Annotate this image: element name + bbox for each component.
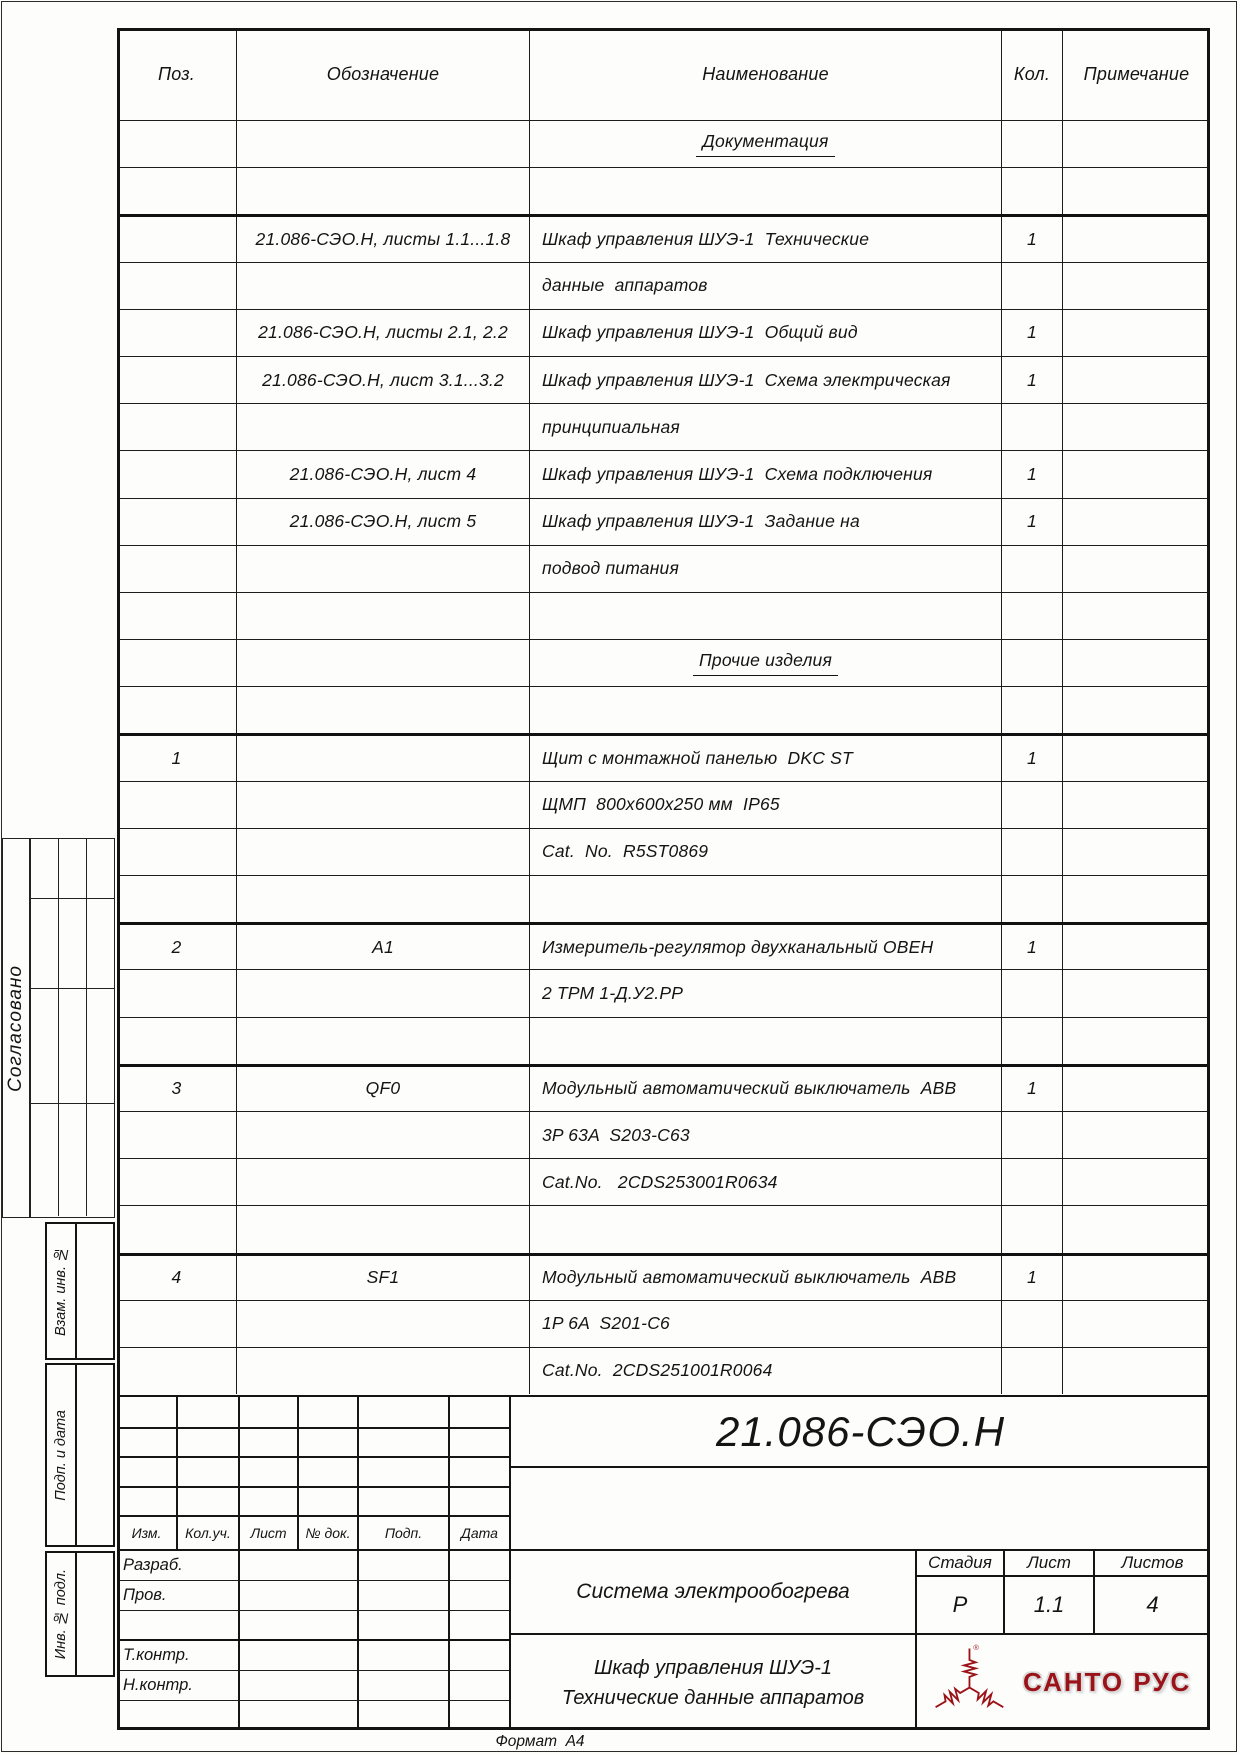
designation-cell: [237, 782, 530, 828]
pos-cell: [117, 168, 237, 214]
spec-table-row: [117, 403, 1210, 450]
qty-cell: [1002, 640, 1063, 686]
role-grid-row: [117, 1610, 509, 1640]
pos-cell: [117, 263, 237, 309]
edit-empty-cell: [117, 1429, 176, 1457]
spec-table-row: [117, 969, 1210, 1016]
approval-grid-cell: [58, 839, 86, 898]
section-title: Документация: [696, 131, 834, 157]
document-title-line2: Технические данные аппаратов: [561, 1686, 865, 1709]
stage-header: Стадия: [915, 1549, 1003, 1575]
spec-table-row: [117, 120, 1210, 167]
approval-grid-cell: [86, 1104, 114, 1216]
note-cell: [1063, 451, 1210, 497]
note-cell: [1063, 593, 1210, 639]
logo-emblem-icon: [925, 1640, 1017, 1726]
inv-podl-label: Инв. № подл.: [53, 1568, 69, 1660]
designation-cell: [237, 1301, 530, 1347]
edit-grid-row: [117, 1397, 509, 1427]
format-label: Формат А4: [495, 1733, 585, 1750]
role-empty-cell: [357, 1641, 448, 1670]
approval-grid-cell: [58, 899, 86, 988]
name-cell: [530, 876, 1002, 922]
name-cell: Шкаф управления ШУЭ-1 Схема электрическая: [530, 357, 1002, 403]
edit-empty-cell: [448, 1488, 509, 1516]
designation-cell: QF0: [237, 1067, 530, 1111]
role-empty-cell: [448, 1611, 509, 1640]
approval-grid-cell: [31, 899, 58, 988]
role-grid-row: [117, 1670, 509, 1700]
approval-grid-row: [31, 898, 114, 988]
side-cell-label: [47, 1365, 77, 1545]
pos-cell: [117, 687, 237, 733]
edit-empty-cell: [297, 1458, 357, 1486]
qty-cell: [1002, 687, 1063, 733]
role-empty-cell: [238, 1581, 357, 1610]
document-designation: 21.086-СЭО.Н: [509, 1395, 1210, 1466]
role-grid-row: [117, 1580, 509, 1610]
edit-empty-cell: [238, 1429, 297, 1457]
sheet-value: 1.1: [1003, 1575, 1093, 1633]
spec-table-row: [117, 781, 1210, 828]
designation-cell: [237, 687, 530, 733]
qty-cell: 1: [1002, 357, 1063, 403]
edit-empty-cell: [297, 1488, 357, 1516]
pos-cell: [117, 1018, 237, 1064]
edit-empty-cell: [117, 1488, 176, 1516]
spec-header-qty-cell: Кол.: [1002, 28, 1063, 120]
designation-cell: [237, 736, 530, 780]
pos-cell: 3: [117, 1067, 237, 1111]
approval-grid-cell: [86, 989, 114, 1103]
qty-cell: [1002, 121, 1063, 167]
side-cell-podp-data: [45, 1363, 115, 1547]
document-title-line1: Шкаф управления ШУЭ-1: [593, 1656, 833, 1679]
role-empty-cell: [357, 1581, 448, 1610]
side-cell-inv-podl: [45, 1551, 115, 1677]
pos-cell: [117, 1206, 237, 1252]
qty-cell: 1: [1002, 310, 1063, 356]
name-cell: ЩМП 800x600x250 мм IP65: [530, 782, 1002, 828]
name-cell: Cat.No. 2CDS253001R0634: [530, 1159, 1002, 1205]
titleblock-edit-grid: [117, 1395, 509, 1549]
edit-empty-cell: [238, 1458, 297, 1486]
spec-table-row: [117, 498, 1210, 545]
name-cell: Измеритель-регулятор двухканальный ОВЕН: [530, 925, 1002, 969]
edit-empty-cell: [176, 1429, 238, 1457]
approval-label: Согласовано: [5, 964, 26, 1092]
qty-cell: [1002, 168, 1063, 214]
edit-empty-cell: [117, 1397, 176, 1427]
name-cell: [530, 121, 1002, 167]
sheets-header: Листов: [1093, 1549, 1210, 1575]
role-empty-cell: [238, 1611, 357, 1640]
note-cell: [1063, 1348, 1210, 1394]
spec-header-note-cell: Примечание: [1083, 63, 1190, 84]
spec-table-row: [117, 875, 1210, 922]
qty-cell: 1: [1002, 925, 1063, 969]
pos-cell: [117, 499, 237, 545]
spec-table-row: [117, 1253, 1210, 1300]
company-logo-cell: [915, 1633, 1210, 1730]
edit-empty-cell: [357, 1397, 448, 1427]
edit-empty-cell: [238, 1397, 297, 1427]
designation-cell: [237, 263, 530, 309]
spec-table-row: [117, 545, 1210, 592]
spec-table-row: [117, 1300, 1210, 1347]
titleblock-role-grid: [117, 1549, 509, 1730]
edit-empty-cell: [297, 1429, 357, 1457]
qty-cell: [1002, 593, 1063, 639]
edit-empty-cell: [448, 1397, 509, 1427]
role-label-cell: Т.контр.: [123, 1646, 190, 1665]
spec-table-row: [117, 1017, 1210, 1064]
note-cell: [1063, 1159, 1210, 1205]
pos-cell: [117, 640, 237, 686]
designation-cell: [237, 1112, 530, 1158]
designation-cell: 21.086-СЭО.Н, листы 1.1...1.8: [237, 217, 530, 261]
designation-cell: 21.086-СЭО.Н, лист 3.1...3.2: [237, 357, 530, 403]
side-cell-blank: [77, 1553, 113, 1675]
qty-cell: [1002, 876, 1063, 922]
edit-empty-cell: [117, 1458, 176, 1486]
name-cell: 1P 6A S201-C6: [530, 1301, 1002, 1347]
designation-cell: 21.086-СЭО.Н, лист 4: [237, 451, 530, 497]
role-label-cell: [117, 1701, 238, 1730]
edit-grid-row: [117, 1427, 509, 1457]
designation-cell: SF1: [237, 1256, 530, 1300]
note-cell: [1063, 925, 1210, 969]
project-name: Система электрообогрева: [509, 1549, 915, 1633]
edit-empty-cell: [176, 1488, 238, 1516]
edit-empty-cell: [176, 1458, 238, 1486]
note-cell: [1063, 1301, 1210, 1347]
note-cell: [1063, 640, 1210, 686]
sheets-value: 4: [1093, 1575, 1210, 1633]
spec-table-row: [117, 309, 1210, 356]
side-cell-label: [47, 1553, 77, 1675]
name-cell: 2 ТРМ 1-Д.У2.РР: [530, 970, 1002, 1016]
role-empty-cell: [357, 1701, 448, 1730]
qty-cell: 1: [1002, 736, 1063, 780]
pos-cell: [117, 593, 237, 639]
name-cell: [530, 640, 1002, 686]
qty-cell: 1: [1002, 1067, 1063, 1111]
pos-cell: [117, 1301, 237, 1347]
edit-label-cell: Лист: [238, 1517, 297, 1549]
role-empty-cell: [448, 1641, 509, 1670]
edit-empty-cell: [357, 1488, 448, 1516]
designation-cell: [237, 168, 530, 214]
qty-cell: [1002, 1348, 1063, 1394]
note-cell: [1063, 357, 1210, 403]
stage-value: Р: [915, 1575, 1003, 1633]
name-cell: Модульный автоматический выключатель АВВ: [530, 1067, 1002, 1111]
qty-cell: 1: [1002, 1256, 1063, 1300]
approval-grid-cell: [31, 989, 58, 1103]
edit-empty-cell: [297, 1397, 357, 1427]
role-label-cell: [117, 1611, 238, 1640]
section-title: Прочие изделия: [693, 650, 838, 676]
pos-cell: [117, 404, 237, 450]
spec-table-row: [117, 1064, 1210, 1111]
spec-table: [117, 28, 1210, 1394]
approval-grid-cell: [58, 1104, 86, 1216]
approval-grid-cell: [86, 899, 114, 988]
spec-table-row: [117, 828, 1210, 875]
edit-label-cell: Кол.уч.: [176, 1517, 238, 1549]
name-cell: принципиальная: [530, 404, 1002, 450]
side-cell-blank: [77, 1365, 113, 1545]
pos-cell: [117, 1348, 237, 1394]
approval-grid-row: [31, 988, 114, 1103]
side-cell-vzam-inv: [45, 1222, 115, 1360]
role-empty-cell: [238, 1701, 357, 1730]
note-cell: [1063, 1206, 1210, 1252]
note-cell: [1063, 1256, 1210, 1300]
approval-grid-cell: [31, 839, 58, 898]
designation-cell: [237, 876, 530, 922]
designation-cell: 21.086-СЭО.Н, листы 2.1, 2.2: [237, 310, 530, 356]
pos-cell: [117, 1159, 237, 1205]
qty-cell: [1002, 546, 1063, 592]
designation-cell: 21.086-СЭО.Н, лист 5: [237, 499, 530, 545]
titleblock-empty-cell: [509, 1466, 1210, 1549]
note-cell: [1063, 168, 1210, 214]
edit-label-cell: № док.: [297, 1517, 357, 1549]
name-cell: [530, 1018, 1002, 1064]
qty-cell: 1: [1002, 451, 1063, 497]
role-empty-cell: [448, 1671, 509, 1700]
pos-cell: [117, 357, 237, 403]
edit-empty-cell: [238, 1488, 297, 1516]
name-cell: Шкаф управления ШУЭ-1 Задание на: [530, 499, 1002, 545]
approval-grid-cell: [31, 1104, 58, 1216]
pos-cell: [117, 876, 237, 922]
name-cell: Шкаф управления ШУЭ-1 Схема подключения: [530, 451, 1002, 497]
role-grid-row: [117, 1551, 509, 1580]
qty-cell: [1002, 1159, 1063, 1205]
approval-grid-row: [31, 1103, 114, 1216]
role-empty-cell: [238, 1551, 357, 1580]
approval-stamp-cell: [2, 838, 30, 1218]
spec-table-row: [117, 1205, 1210, 1252]
edit-grid-row: [117, 1456, 509, 1486]
note-cell: [1063, 1067, 1210, 1111]
note-cell: [1063, 310, 1210, 356]
spec-table-row: [117, 356, 1210, 403]
sheet-header: Лист: [1003, 1549, 1093, 1575]
designation-cell: [237, 1206, 530, 1252]
spec-header-name-cell: Наименование: [530, 28, 1002, 120]
role-empty-cell: [357, 1611, 448, 1640]
spec-table-row: [117, 733, 1210, 780]
note-cell: [1063, 546, 1210, 592]
spec-table-row: [117, 1158, 1210, 1205]
qty-cell: 1: [1002, 499, 1063, 545]
approval-grid: [30, 838, 115, 1218]
side-cell-blank: [77, 1224, 113, 1358]
designation-cell: [237, 121, 530, 167]
designation-cell: [237, 546, 530, 592]
name-cell: Cat.No. 2CDS251001R0064: [530, 1348, 1002, 1394]
spec-table-row: [117, 686, 1210, 733]
pos-cell: [117, 451, 237, 497]
spec-table-row: [117, 639, 1210, 686]
name-cell: Cat. No. R5ST0869: [530, 829, 1002, 875]
side-cell-label: [47, 1224, 77, 1358]
designation-cell: А1: [237, 925, 530, 969]
qty-cell: [1002, 263, 1063, 309]
edit-empty-cell: [357, 1458, 448, 1486]
qty-cell: [1002, 1112, 1063, 1158]
designation-cell: [237, 829, 530, 875]
role-empty-cell: [238, 1641, 357, 1670]
designation-cell: [237, 640, 530, 686]
note-cell: [1063, 1112, 1210, 1158]
spec-table-row: [117, 214, 1210, 261]
note-cell: [1063, 970, 1210, 1016]
qty-cell: [1002, 970, 1063, 1016]
pos-cell: [117, 310, 237, 356]
name-cell: данные аппаратов: [530, 263, 1002, 309]
role-grid-row: [117, 1639, 509, 1670]
qty-cell: [1002, 1206, 1063, 1252]
name-cell: [530, 687, 1002, 733]
logo-text: САНТО РУС: [1023, 1667, 1192, 1697]
spec-table-row: [117, 262, 1210, 309]
pos-cell: [117, 217, 237, 261]
designation-cell: [237, 1348, 530, 1394]
note-cell: [1063, 829, 1210, 875]
name-cell: подвод питания: [530, 546, 1002, 592]
qty-cell: [1002, 404, 1063, 450]
qty-cell: 1: [1002, 217, 1063, 261]
approval-grid-cell: [58, 989, 86, 1103]
pos-cell: [117, 970, 237, 1016]
role-grid-row: [117, 1700, 509, 1730]
document-title: [509, 1633, 915, 1730]
pos-cell: [117, 782, 237, 828]
role-empty-cell: [238, 1671, 357, 1700]
name-cell: Шкаф управления ШУЭ-1 Общий вид: [530, 310, 1002, 356]
pos-cell: [117, 121, 237, 167]
podp-data-label: Подп. и дата: [53, 1409, 69, 1501]
edit-empty-cell: [357, 1429, 448, 1457]
pos-cell: [117, 829, 237, 875]
role-label-cell: Пров.: [123, 1585, 167, 1604]
note-cell: [1063, 1018, 1210, 1064]
edit-grid-row: [117, 1515, 509, 1549]
pos-cell: 4: [117, 1256, 237, 1300]
designation-cell: [237, 1159, 530, 1205]
pos-cell: [117, 1112, 237, 1158]
role-empty-cell: [448, 1701, 509, 1730]
name-cell: [530, 1206, 1002, 1252]
designation-cell: [237, 1018, 530, 1064]
edit-label-cell: Подп.: [357, 1517, 448, 1549]
role-empty-cell: [357, 1671, 448, 1700]
pos-cell: 1: [117, 736, 237, 780]
note-cell: [1063, 217, 1210, 261]
edit-empty-cell: [176, 1397, 238, 1427]
note-cell: [1063, 121, 1210, 167]
edit-label-cell: Изм.: [131, 1525, 162, 1542]
edit-grid-row: [117, 1486, 509, 1516]
role-empty-cell: [448, 1581, 509, 1610]
spec-table-row: [117, 1111, 1210, 1158]
qty-cell: [1002, 829, 1063, 875]
designation-cell: [237, 593, 530, 639]
note-cell: [1063, 499, 1210, 545]
designation-cell: [237, 970, 530, 1016]
spec-table-row: [117, 922, 1210, 969]
name-cell: [530, 168, 1002, 214]
registered-mark: ®: [973, 1642, 979, 1652]
name-cell: [530, 593, 1002, 639]
name-cell: Щит с монтажной панелью DKC ST: [530, 736, 1002, 780]
spec-header-pos-cell: Поз.: [117, 28, 237, 120]
designation-cell: [237, 404, 530, 450]
approval-grid-cell: [86, 839, 114, 898]
role-empty-cell: [448, 1551, 509, 1580]
note-cell: [1063, 687, 1210, 733]
spec-table-row: [117, 450, 1210, 497]
name-cell: Шкаф управления ШУЭ-1 Технические: [530, 217, 1002, 261]
qty-cell: [1002, 782, 1063, 828]
role-label-cell: Н.контр.: [123, 1676, 193, 1695]
vzam-inv-label: Взам. инв. №: [53, 1246, 69, 1336]
pos-cell: 2: [117, 925, 237, 969]
note-cell: [1063, 782, 1210, 828]
role-empty-cell: [357, 1551, 448, 1580]
edit-empty-cell: [448, 1429, 509, 1457]
note-cell: [1063, 736, 1210, 780]
pos-cell: [117, 546, 237, 592]
note-cell: [1063, 876, 1210, 922]
name-cell: Модульный автоматический выключатель АВВ: [530, 1256, 1002, 1300]
spec-header-designation-cell: Обозначение: [237, 28, 530, 120]
approval-grid-row: [31, 839, 114, 898]
qty-cell: [1002, 1301, 1063, 1347]
spec-table-row: [117, 167, 1210, 214]
spec-table-row: [117, 1347, 1210, 1394]
edit-empty-cell: [448, 1458, 509, 1486]
note-cell: [1063, 263, 1210, 309]
spec-table-header: [117, 28, 1210, 120]
note-cell: [1063, 404, 1210, 450]
qty-cell: [1002, 1018, 1063, 1064]
name-cell: 3P 63A S203-C63: [530, 1112, 1002, 1158]
role-label-cell: Разраб.: [123, 1555, 183, 1574]
spec-table-row: [117, 592, 1210, 639]
edit-label-cell: Дата: [448, 1517, 509, 1549]
